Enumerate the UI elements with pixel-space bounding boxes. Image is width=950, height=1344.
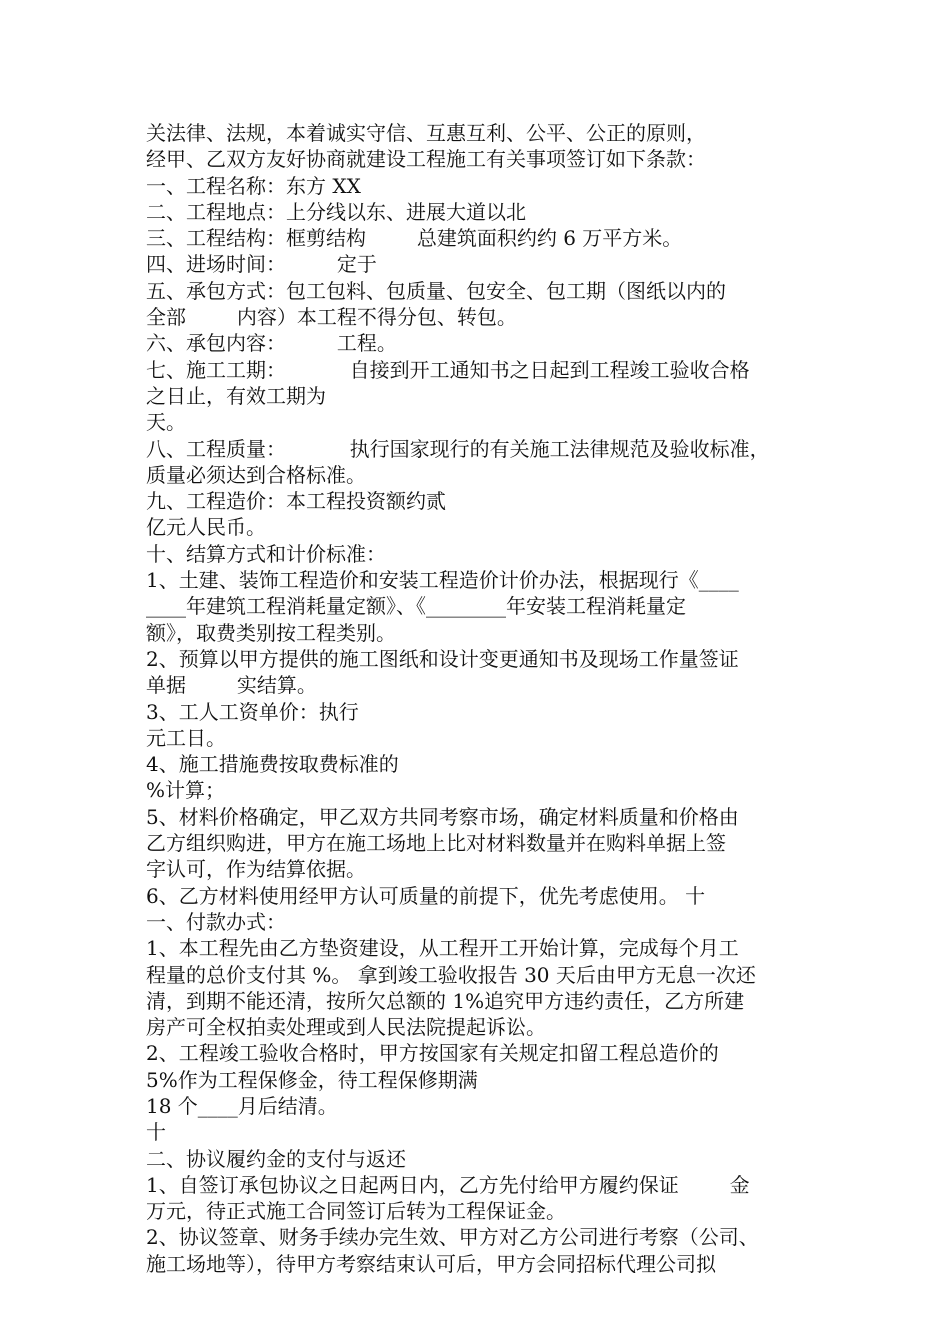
text-line: ____年建筑工程消耗量定额》、《________年安装工程消耗量定 [146, 594, 686, 619]
text-line: 十 [146, 1120, 166, 1145]
text-line: 一、付款办式： [146, 909, 286, 934]
text-line: 1、自签订承包协议之日起两日内，乙方先付给甲方履约保证 金 [146, 1172, 750, 1197]
text-line: 额》，取费类别按工程类别。 [146, 620, 396, 645]
text-line: 房产可全权拍卖处理或到人民法院提起诉讼。 [146, 1015, 546, 1040]
text-line: 5%作为工程保修金，待工程保修期满 [146, 1067, 478, 1092]
text-line: 之日止，有效工期为 [146, 383, 326, 408]
text-line: 6、乙方材料使用经甲方认可质量的前提下，优先考虑使用。 十 [146, 883, 706, 908]
text-line: 18 个____月后结清。 [146, 1093, 338, 1118]
text-line: 1、土建、装饰工程造价和安装工程造价计价办法，根据现行《____ [146, 568, 739, 593]
text-line: 乙方组织购进，甲方在施工场地上比对材料数量并在购料单据上签 [146, 831, 726, 856]
text-line: 二、协议履约金的支付与返还 [146, 1146, 406, 1171]
text-line: 单据 实结算。 [146, 673, 317, 698]
text-line: 3、工人工资单价：执行 [146, 699, 359, 724]
text-line: 经甲、乙双方友好协商就建设工程施工有关事项签订如下条款： [146, 147, 706, 172]
text-line: 三、工程结构：框剪结构 总建筑面积约约 6 万平方米。 [146, 226, 683, 251]
text-line: 1、本工程先由乙方垫资建设，从工程开工开始计算，完成每个月工 [146, 936, 739, 961]
text-line: 八、工程质量： 执行国家现行的有关施工法律规范及验收标准， [146, 436, 770, 461]
text-line: 万元，待正式施工合同签订后转为工程保证金。 [146, 1199, 566, 1224]
text-line: 2、预算以甲方提供的施工图纸和设计变更通知书及现场工作量签证 [146, 646, 739, 671]
text-line: 元工日。 [146, 725, 226, 750]
text-line: 施工场地等），待甲方考察结束认可后，甲方会同招标代理公司拟 [146, 1251, 716, 1276]
text-line: 天。 [146, 410, 186, 435]
text-line: 全部 内容）本工程不得分包、转包。 [146, 305, 517, 330]
text-line: 4、施工措施费按取费标准的 [146, 752, 399, 777]
text-line: 十、结算方式和计价标准： [146, 541, 386, 566]
document-body [146, 120, 836, 1277]
text-line: 2、协议签章、财务手续办完生效、甲方对乙方公司进行考察（公司、 [146, 1225, 759, 1250]
text-line: 清，到期不能还清，按所欠总额的 1%追究甲方违约责任，乙方所建 [146, 988, 745, 1013]
text-line: 质量必须达到合格标准。 [146, 462, 366, 487]
text-line: 六、承包内容： 工程。 [146, 331, 397, 356]
text-line: 九、工程造价：本工程投资额约贰 [146, 489, 446, 514]
text-line: 二、工程地点：上分线以东、进展大道以北 [146, 199, 526, 224]
text-line: %计算； [146, 778, 226, 803]
text-line: 字认可，作为结算依据。 [146, 857, 366, 882]
text-line: 程量的总价支付其 %。 拿到竣工验收报告 30 天后由甲方无息一次还 [146, 962, 756, 987]
text-line: 5、材料价格确定，甲乙双方共同考察市场，确定材料质量和价格由 [146, 804, 739, 829]
text-line: 一、工程名称：东方 XX [146, 173, 361, 198]
text-line: 亿元人民币。 [146, 515, 266, 540]
text-line: 五、承包方式：包工包料、包质量、包安全、包工期（图纸以内的 [146, 278, 726, 303]
text-line: 关法律、法规，本着诚实守信、互惠互利、公平、公正的原则， [146, 121, 706, 145]
text-line: 七、施工工期： 自接到开工通知书之日起到工程竣工验收合格 [146, 357, 750, 382]
text-line: 2、工程竣工验收合格时，甲方按国家有关规定扣留工程总造价的 [146, 1041, 719, 1066]
text-line: 四、进场时间： 定于 [146, 252, 377, 277]
